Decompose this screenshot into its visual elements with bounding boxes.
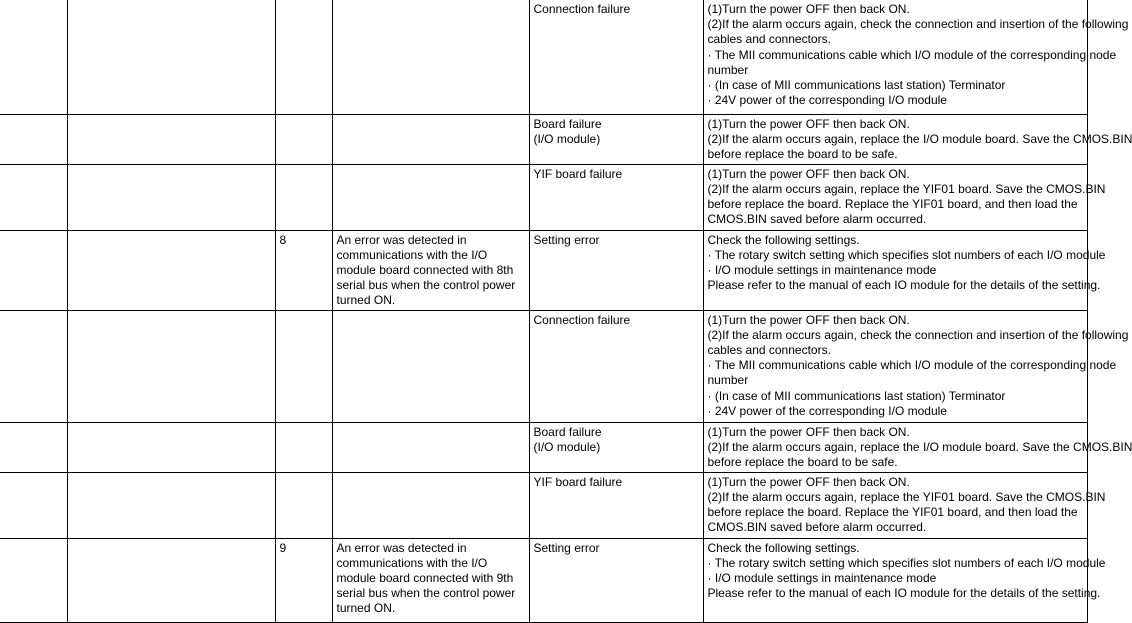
description-cell: [332, 538, 529, 622]
remedy-line: before replace the board. Replace the YIF01 board, and then load the: [707, 196, 1078, 211]
remedy-line: (2)If the alarm occurs again, replace the YIF01 board. Save the CMOS.BIN: [707, 489, 1106, 504]
sub-code-cell: [275, 472, 332, 538]
remedy-cell: [703, 472, 1106, 538]
sub-code-cell: [275, 164, 332, 230]
description-cell: [332, 310, 529, 422]
cause-cell: [529, 230, 703, 310]
remedy-line: · The MII communications cable which I/O module of the corresponding node: [707, 47, 1117, 62]
sub-code-cell: [275, 310, 332, 422]
cause-line: Connection failure: [533, 312, 631, 327]
remedy-line: (1)Turn the power OFF then back ON.: [707, 2, 910, 16]
cause-line: (I/O module): [533, 131, 601, 146]
alarm-category-cell: [0, 114, 67, 164]
remedy-line: (2)If the alarm occurs again, check the connection and insertion of the following: [707, 327, 1129, 342]
remedy-line: · I/O module settings in maintenance mode: [707, 570, 937, 585]
alarm-category-cell: [0, 538, 67, 622]
cause-cell: [529, 114, 703, 164]
cause-line: Connection failure: [533, 2, 631, 16]
table-row: [0, 310, 1087, 422]
remedy-cell: [703, 164, 1106, 230]
cause-cell: [529, 472, 703, 538]
remedy-line: before replace the board. Replace the YIF01 board, and then load the: [707, 504, 1078, 519]
description-line: communications with the I/O: [336, 247, 488, 262]
table-row: [0, 422, 1087, 472]
remedy-line: cables and connectors.: [707, 342, 831, 357]
remedy-line: · 24V power of the corresponding I/O module: [707, 403, 947, 418]
cause-cell: [529, 310, 703, 422]
cause-cell: [529, 164, 703, 230]
alarm-number-cell: [67, 422, 275, 472]
cause-line: YIF board failure: [533, 166, 623, 181]
sub-code-cell: [275, 538, 332, 622]
remedy-line: · (In case of MII communications last station) Terminator: [707, 388, 1006, 403]
alarm-category-cell: [0, 0, 67, 114]
remedy-line: (2)If the alarm occurs again, replace the I/O module board. Save the CMOS.BIN: [707, 131, 1132, 146]
remedy-line: number: [707, 373, 749, 388]
remedy-line: Please refer to the manual of each IO module for the details of the setting.: [707, 278, 1101, 293]
description-cell: [332, 422, 529, 472]
alarm-number-cell: [67, 538, 275, 622]
alarm-number-cell: [67, 164, 275, 230]
cause-line: Board failure: [533, 424, 602, 439]
remedy-cell: [703, 310, 1129, 422]
cause-line: YIF board failure: [533, 474, 623, 489]
sub-code-cell: [275, 114, 332, 164]
alarm-number-cell: [67, 230, 275, 310]
cause-cell: [529, 0, 703, 114]
cause-line: Setting error: [533, 232, 600, 247]
alarm-number-cell: [67, 0, 275, 114]
cause-line: (I/O module): [533, 439, 601, 454]
remedy-line: cables and connectors.: [707, 32, 831, 47]
remedy-line: (2)If the alarm occurs again, check the connection and insertion of the following: [707, 17, 1129, 32]
alarm-number-cell: [67, 114, 275, 164]
remedy-cell: [703, 0, 1129, 114]
description-cell: [332, 0, 529, 114]
remedy-line: · I/O module settings in maintenance mode: [707, 262, 937, 277]
cause-line: Setting error: [533, 540, 600, 555]
code-value: 8: [279, 232, 287, 247]
remedy-line: Check the following settings.: [707, 232, 860, 247]
description-line: An error was detected in: [336, 232, 467, 247]
remedy-cell: [703, 422, 1132, 472]
table-row: [0, 538, 1087, 622]
description-line: communications with the I/O: [336, 555, 488, 570]
remedy-line: (2)If the alarm occurs again, replace the YIF01 board. Save the CMOS.BIN: [707, 181, 1106, 196]
table-row: [0, 230, 1087, 310]
description-line: turned ON.: [336, 601, 396, 616]
remedy-line: CMOS.BIN saved before alarm occurred.: [707, 212, 927, 227]
cause-cell: [529, 538, 703, 622]
remedy-line: (1)Turn the power OFF then back ON.: [707, 424, 910, 439]
alarm-category-cell: [0, 422, 67, 472]
remedy-line: (1)Turn the power OFF then back ON.: [707, 166, 910, 181]
remedy-line: · 24V power of the corresponding I/O module: [707, 93, 947, 108]
alarm-category-cell: [0, 164, 67, 230]
table-row: [0, 114, 1087, 164]
alarm-category-cell: [0, 310, 67, 422]
table-row: [0, 0, 1087, 114]
description-line: An error was detected in: [336, 540, 467, 555]
remedy-line: · The rotary switch setting which specifies slot numbers of each I/O module: [707, 555, 1106, 570]
sub-code-cell: [275, 0, 332, 114]
sub-code-cell: [275, 230, 332, 310]
cause-cell: [529, 422, 703, 472]
code-value: 9: [279, 540, 287, 555]
remedy-line: before replace the board to be safe.: [707, 454, 898, 469]
description-line: serial bus when the control power: [336, 586, 516, 601]
table-row: [0, 164, 1087, 230]
remedy-line: (1)Turn the power OFF then back ON.: [707, 312, 910, 327]
remedy-line: (1)Turn the power OFF then back ON.: [707, 474, 910, 489]
description-cell: [332, 114, 529, 164]
remedy-cell: [703, 538, 1106, 622]
description-cell: [332, 230, 529, 310]
remedy-cell: [703, 230, 1106, 310]
remedy-line: before replace the board to be safe.: [707, 146, 898, 161]
remedy-line: Please refer to the manual of each IO module for the details of the setting.: [707, 586, 1101, 601]
remedy-line: Check the following settings.: [707, 540, 860, 555]
remedy-line: · (In case of MII communications last station) Terminator: [707, 78, 1006, 93]
description-cell: [332, 164, 529, 230]
description-line: module board connected with 8th: [336, 262, 514, 277]
sub-code-cell: [275, 422, 332, 472]
alarm-number-cell: [67, 310, 275, 422]
description-cell: [332, 472, 529, 538]
table-row: [0, 472, 1087, 538]
remedy-line: CMOS.BIN saved before alarm occurred.: [707, 520, 927, 535]
cause-line: Board failure: [533, 116, 602, 131]
description-line: module board connected with 9th: [336, 570, 514, 585]
alarm-number-cell: [67, 472, 275, 538]
remedy-line: number: [707, 62, 749, 77]
remedy-line: (1)Turn the power OFF then back ON.: [707, 116, 910, 131]
remedy-line: · The rotary switch setting which specifies slot numbers of each I/O module: [707, 247, 1106, 262]
remedy-line: (2)If the alarm occurs again, replace the I/O module board. Save the CMOS.BIN: [707, 439, 1132, 454]
remedy-line: · The MII communications cable which I/O module of the corresponding node: [707, 358, 1117, 373]
alarm-category-cell: [0, 472, 67, 538]
description-line: serial bus when the control power: [336, 278, 516, 293]
alarm-category-cell: [0, 230, 67, 310]
description-line: turned ON.: [336, 293, 396, 308]
remedy-cell: [703, 114, 1132, 164]
